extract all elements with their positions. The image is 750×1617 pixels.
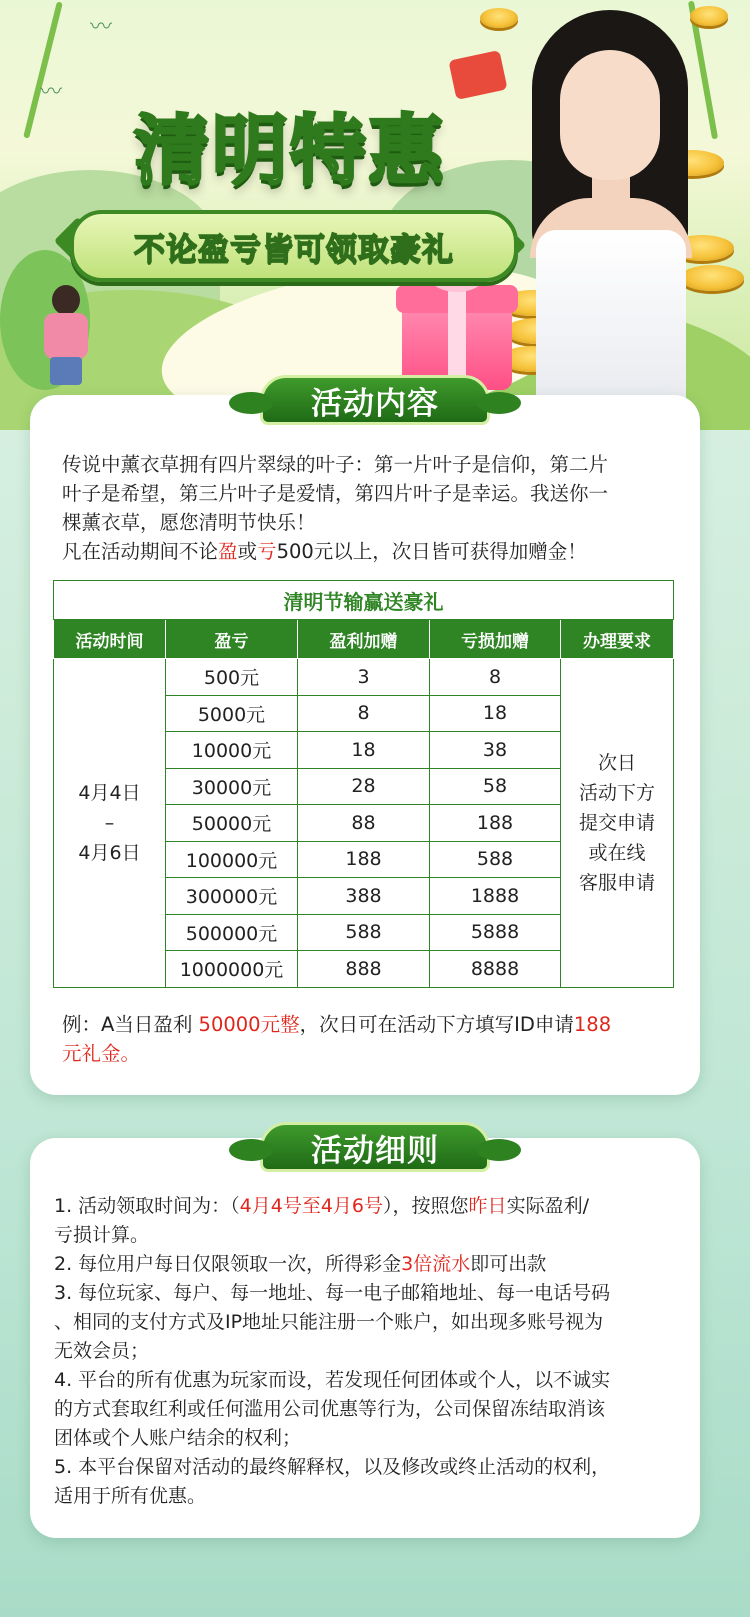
promo-line: 凡在活动期间不论盈或亏500元以上，次日皆可获得加赠金！ (62, 540, 587, 563)
rules-list (54, 1192, 682, 1511)
profit-bonus-cell: 388 (298, 878, 430, 915)
rule-item: 的方式套取红利或任何滥用公司优惠等行为，公司保留冻结取消该 (54, 1398, 606, 1420)
amount-cell: 100000元 (166, 841, 298, 878)
profit-bonus-cell: 588 (298, 914, 430, 951)
loss-bonus-cell: 5888 (430, 914, 561, 951)
column-header: 盈亏 (166, 620, 298, 659)
loss-bonus-cell: 188 (430, 805, 561, 842)
amount-cell: 5000元 (166, 695, 298, 732)
amount-cell: 10000元 (166, 732, 298, 769)
rule-yesterday: 昨日 (468, 1195, 507, 1217)
intro-line: 叶子是希望，第三片叶子是爱情，第四片叶子是幸运。我送你一 (62, 482, 609, 505)
rule-item: 无效会员； (54, 1340, 150, 1362)
activity-date-cell: 4月4日 – 4月6日 (54, 659, 166, 988)
table-row (54, 659, 674, 696)
example-reward: 188 (573, 1013, 612, 1036)
model-photo (510, 10, 710, 400)
profit-bonus-cell: 18 (298, 732, 430, 769)
rule-dates: 4月4号至4月6号 (239, 1195, 384, 1217)
section-header-activity-rules (260, 1122, 490, 1172)
profit-bonus-cell: 188 (298, 841, 430, 878)
loss-bonus-cell: 1888 (430, 878, 561, 915)
column-header: 活动时间 (54, 620, 166, 659)
hero-title: 清明特惠 (134, 109, 446, 194)
hero-subtitle-banner (70, 210, 518, 282)
profit-bonus-cell: 88 (298, 805, 430, 842)
example-amount: 50000元整 (198, 1013, 300, 1036)
loss-bonus-cell: 38 (430, 732, 561, 769)
cartoon-girl-illustration (36, 285, 96, 385)
rule-item: 适用于所有优惠。 (54, 1485, 207, 1507)
intro-line: 棵薰衣草，愿您清明节快乐！ (62, 511, 316, 534)
rule-turnover: 3倍流水 (401, 1253, 471, 1275)
profit-bonus-cell: 3 (298, 659, 430, 696)
loss-bonus-cell: 18 (430, 695, 561, 732)
profit-bonus-cell: 888 (298, 951, 430, 988)
section-title: 活动细则 (311, 1132, 439, 1169)
amount-cell: 500元 (166, 659, 298, 696)
amount-cell: 50000元 (166, 805, 298, 842)
intro-line: 传说中薰衣草拥有四片翠绿的叶子：第一片叶子是信仰，第二片 (62, 453, 609, 476)
amount-cell: 30000元 (166, 768, 298, 805)
table-header-row (54, 620, 674, 659)
rule-item: 、相同的支付方式及IP地址只能注册一个账户，如出现多账号视为 (54, 1311, 604, 1333)
profit-bonus-cell: 28 (298, 768, 430, 805)
column-header: 亏损加赠 (430, 620, 561, 659)
rule-item: 亏损计算。 (54, 1224, 150, 1246)
amount-cell: 500000元 (166, 914, 298, 951)
rule-item: 5. 本平台保留对活动的最终解释权，以及修改或终止活动的权利， (54, 1456, 611, 1478)
profit-bonus-cell: 8 (298, 695, 430, 732)
example-reward-unit: 元礼金。 (62, 1042, 141, 1065)
win-highlight: 盈 (218, 540, 238, 563)
table-caption: 清明节输赢送豪礼 (54, 581, 674, 620)
rule-item: 3. 每位玩家、每户、每一地址、每一电子邮箱地址、每一电话号码 (54, 1282, 611, 1304)
rule-item: 1. 活动领取时间为：（4月4号至4月6号），按照您昨日实际盈利/ (54, 1195, 589, 1217)
rule-item: 4. 平台的所有优惠为玩家而设，若发现任何团体或个人，以不诚实 (54, 1369, 611, 1391)
section-title: 活动内容 (311, 385, 439, 422)
amount-cell: 1000000元 (166, 951, 298, 988)
loss-bonus-cell: 588 (430, 841, 561, 878)
activity-intro (62, 450, 682, 566)
example-note: 例：A当日盈利 50000元整，次日可在活动下方填写ID申请188 元礼金。 (62, 1013, 612, 1065)
loss-highlight: 亏 (257, 540, 277, 563)
rule-item: 2. 每位用户每日仅限领取一次，所得彩金3倍流水即可出款 (54, 1253, 547, 1275)
swallow-icon: 〰 (40, 80, 63, 105)
rule-item: 团体或个人账户结余的权利； (54, 1427, 302, 1449)
bonus-table (53, 580, 674, 988)
column-header: 办理要求 (561, 620, 674, 659)
section-header-activity-content (260, 375, 490, 425)
loss-bonus-cell: 8888 (430, 951, 561, 988)
loss-bonus-cell: 58 (430, 768, 561, 805)
loss-bonus-cell: 8 (430, 659, 561, 696)
requirement-cell: 次日 活动下方 提交申请 或在线 客服申请 (561, 659, 674, 988)
amount-cell: 300000元 (166, 878, 298, 915)
swallow-icon: 〰 (90, 15, 113, 40)
hero-subtitle: 不论盈亏皆可领取豪礼 (134, 231, 454, 268)
column-header: 盈利加赠 (298, 620, 430, 659)
hero-banner (0, 0, 750, 430)
